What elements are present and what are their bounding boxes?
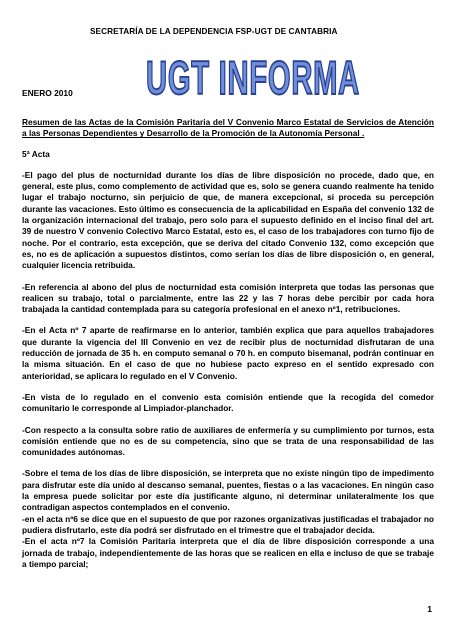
ugt-informa-logo [133,47,373,107]
acta-heading: 5ª Acta [22,148,50,159]
paragraph: -Sobre el tema de los días de libre disposición, se interpreta que no existe ningún tipo de impedimento para disfrutar este día unido al descanso semanal, puentes, fiestas o a las vacaciones. En ningún caso la empresa puede solicitar por este día justificante alguno, ni determinar unilateralmente los que contradigan aspectos contemplados en el convenio. [22,468,434,513]
paragraph: -En el Acta nº 7 aparte de reafirmarse en lo anterior, también explica que para aquellos trabajadores que durante la vigencia del III Convenio en vez de recibir plus de nocturnidad disfrutaran de una reducción de jornada de 35 h. en computo semanal o 70 h. en computo bisemanal, podrán continuar en la misma situación. En el caso de que no hubiese pacto expreso en el sentido expresado con anterioridad, se aplicara lo regulado en el V Convenio. [22,325,434,381]
paragraph: -En vista de lo regulado en el convenio esta comisión entiende que la recogida del comedor comunitario le corresponde al Limpiador-planchador. [22,391,434,414]
paragraph: -El pago del plus de nocturnidad durante los días de libre disposición no procede, dado que, en general, este plus, como complemento de actividad que es, solo se genera cuando realmente ha tenido lugar el trabajo nocturno, sin perjuicio de que, de manera excepcional, si proceda su percepción durante las vacaciones. Esto último es consecuencia de la aplicabilidad en España del convenio 132 de la organización internacional del trabajo, pero solo para el supuesto definido en el inciso final del art. 39 de nuestro V convenio Colectivo Marco Estatal, esto es, el caso de los trabajadores con turno fijo de noche. Por el contrario, esta excepción, que se deriva del citado Convenio 132, como excepción que es, no es de aplicación a supuestos distintos, como serían los días de libre disposición o, en general, cualquier licencia retribuida. [22,169,434,271]
document-title: Resumen de las Actas de la Comisión Paritaria del V Convenio Marco Estatal de Servicios de Atención a las Personas Dependientes y Desarrollo de la Promoción de la Autonomía Personal . [22,117,434,139]
paragraph: -En el acta nº7 la Comisión Paritaria interpreta que el día de libre disposición corresponde a una jornada de trabajo, independientemente de las horas que se realicen en ella e incluso de que se trabaje a tiempo parcial; [22,536,434,569]
paragraph: -En referencia al abono del plus de nocturnidad esta comisión interpreta que todas las personas que realicen su trabajo, total o parcialmente, entre las 22 y las 7 horas debe percibir por cada hora trabajada la cantidad contemplada para su categoría profesional en el anexo nº1, retribuciones. [22,281,434,315]
page-number: 1 [427,604,432,614]
paragraph: -en el acta nº6 se dice que en el supuesto de que por razones organizativas justificadas el trabajador no pudiera disfrutarlo, este día podrá ser disfrutado en el trimestre que el trabajador decida. [22,513,435,535]
header-title: SECRETARÍA DE LA DEPENDENCIA FSP-UGT DE CANTABRIA [90,27,338,36]
document-date: ENERO 2010 [22,88,73,98]
logo-text: UGT INFORMA [146,51,360,105]
document-body [22,117,434,570]
paragraph: -Con respecto a la consulta sobre ratio de auxiliares de enfermería y su cumplimiento por turnos, esta comisión entiende que no es de su competencia, sino que se trata de una responsabilidad de las comunidades autónomas. [22,424,434,458]
